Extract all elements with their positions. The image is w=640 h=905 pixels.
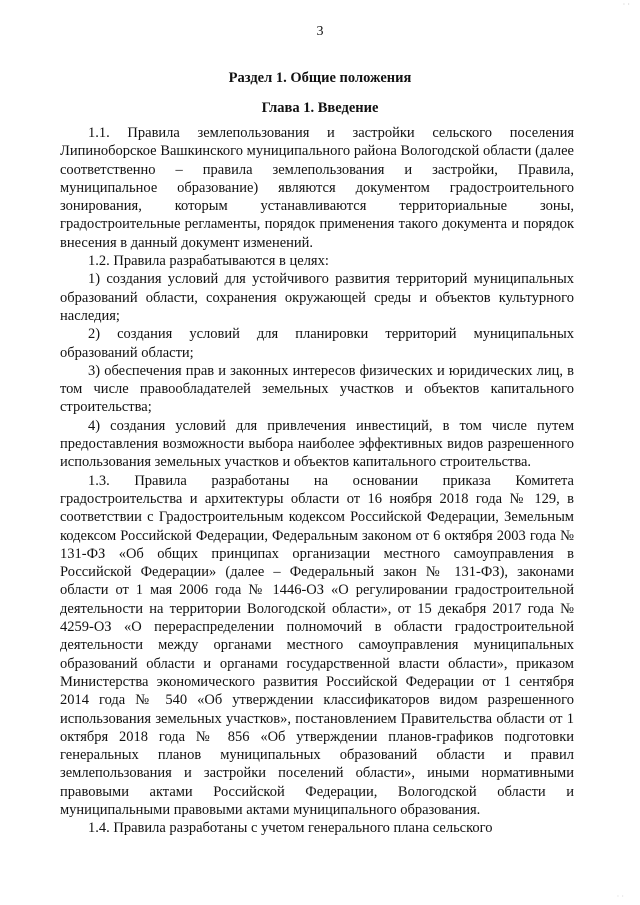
scan-artifact: · · [622, 0, 630, 9]
paragraph-1-3: 1.3. Правила разработаны на основании приказа Комитета градостроительства и архитектуры области от 16 ноября 2018 года № 129, в соответствии с Градостроительным кодексом Российской Федерации, Земельным кодексом Российской Федерации, Федеральным законом от 6 октября 2003 года № 131-ФЗ «Об общих принципах организации местного самоуправления в Российской Федерации» (далее – Федеральный закон № 131-ФЗ), законами области от 1 мая 2006 года № 1446-ОЗ «О регулировании градостроительной деятельности на территории Вологодской области», от 15 декабря 2017 года № 4259-ОЗ «О перераспределении полномочий в области градостроительной деятельности между органами местного самоуправления муниципальных образований области и органами государственной власти области», приказом Министерства экономического развития Российской Федерации от 1 сентября 2014 года № 540 «Об утверждении классификаторов видом разрешенного использования земельных участков», постановлением Правительства области от 1 октября 2018 года № 856 «Об утверждении планов-графиков подготовки генеральных планов муниципальных образований области и правил землепользования и застройки поселений области», иными нормативными правовыми актами Российской Федерации, Вологодской области и муниципальными правовыми актами муниципального образования. [60, 472, 574, 818]
body-text [60, 124, 574, 838]
chapter-title: Глава 1. Введение [261, 100, 379, 116]
section-title: Раздел 1. Общие положения [228, 70, 412, 86]
page-number: 3 [316, 24, 324, 39]
scan-artifact-bottom: · · [616, 892, 624, 901]
paragraph-1-1: 1.1. Правила землепользования и застройки сельского поселения Липиноборское Вашкинского муниципального района Вологодской области (далее соответственно – правила землепользования и застройки, Правила, муниципальное образование) являются документом градостроительного зонирования, которым устанавливаются территориальные зоны, градостроительные регламенты, порядок применения такого документа и порядок внесения в данный документ изменений. [60, 125, 574, 251]
paragraph-1-4: 1.4. Правила разработаны с учетом генерального плана сельского [88, 820, 493, 837]
paragraph-goal-3: 3) обеспечения прав и законных интересов физических и юридических лиц, в том числе правообладателей земельных участков и объектов капитального строительства; [60, 362, 574, 416]
paragraph-goal-4: 4) создания условий для привлечения инвестиций, в том числе путем предоставления возможности выбора наиболее эффективных видов разрешенного использования земельных участков и объектов капитального строительства. [60, 417, 574, 471]
paragraph-1-2: 1.2. Правила разрабатываются в целях: [88, 253, 329, 270]
paragraph-goal-1: 1) создания условий для устойчивого развития территорий муниципальных образований области, сохранения окружающей среды и объектов культурного наследия; [60, 271, 574, 324]
paragraph-goal-2: 2) создания условий для планировки территорий муниципальных образований области; [60, 326, 574, 361]
